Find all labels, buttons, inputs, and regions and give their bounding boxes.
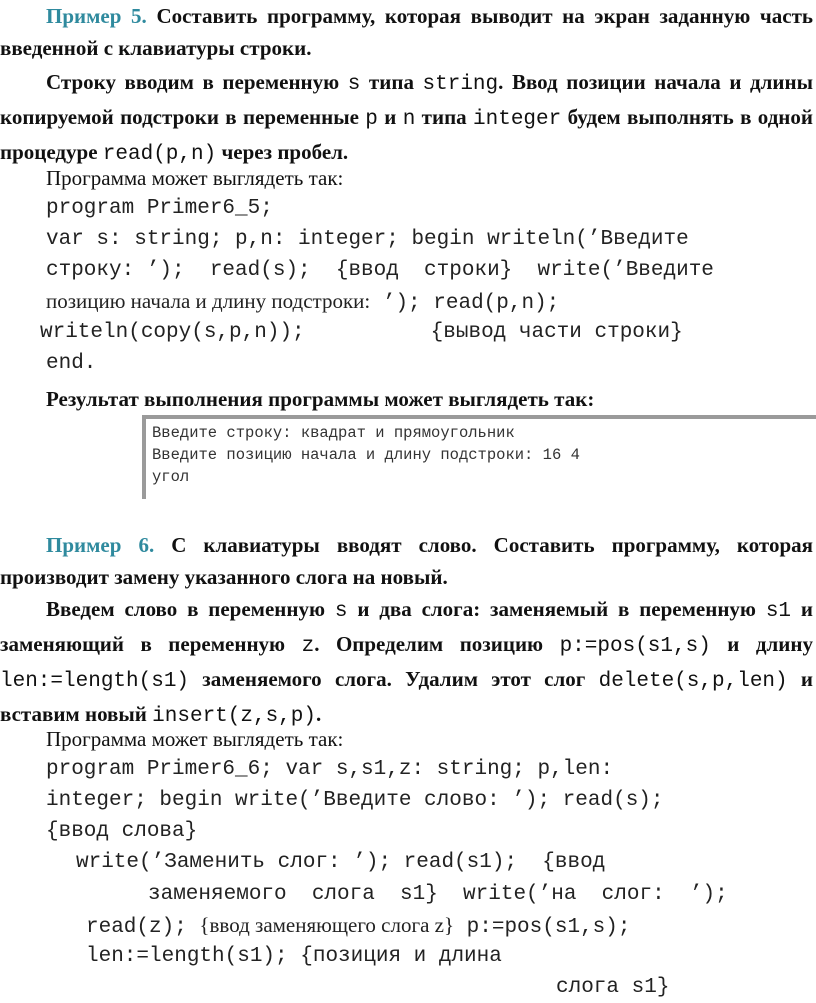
example5-code-line: end.: [46, 352, 97, 375]
example5-description: Строку вводим в переменную s типа string. Ввод позиции начала и длины копируемой подстроки в переменные p и n типа integer будем выполнять в одной процедуре read(p,n) через пробел.: [0, 70, 814, 166]
example6-code-line: write(’Заменить слог: ’); read(s1); {ввод: [76, 851, 606, 874]
example6-code-line: read(z); {ввод заменяющего слога z} p:=pos(s1,s);: [86, 913, 631, 939]
output-line: угол: [152, 468, 190, 486]
example6-code-line: len:=length(s1); {позиция и длина: [86, 945, 502, 968]
example5-code-line: var s: string; p,n: integer; begin writeln(’Введите: [46, 228, 689, 251]
example5-code-line: позицию начала и длину подстроки: ’); read(p,n);: [46, 289, 560, 315]
example6-program-intro: Программа может выглядеть так:: [46, 727, 344, 751]
example6-code-line: слога s1}: [556, 976, 670, 999]
example5-title: Пример 5.: [46, 4, 147, 28]
output-line: Введите строку: квадрат и прямоугольник: [152, 424, 515, 442]
example5-program-intro: Программа может выглядеть так:: [46, 166, 344, 190]
example6-code-line: program Primer6_6; var s,s1,z: string; p,len:: [46, 758, 614, 781]
example5-result-intro: Результат выполнения программы может выглядеть так:: [46, 387, 595, 411]
example5-code-line: writeln(copy(s,p,n)); {вывод части строки}: [40, 321, 683, 344]
example6-code-line: заменяемого слога s1} write(’на слог: ’);: [148, 883, 728, 906]
example6-description: Введем слово в переменную s и два слога: заменяемый в переменную s1 и заменяющий в переменную z. Определим позицию p:=pos(s1,s) и длину len:=length(s1) заменяемого слога. Удалим этот слог delete(s,p,len) и вставим новый insert(z,s,p).: [0, 597, 813, 728]
example6-task: Пример 6. С клавиатуры вводят слово. Составить программу, которая производит замену указанного слога на новый.: [0, 533, 813, 589]
example5-code-line: program Primer6_5;: [46, 197, 273, 220]
example5-code-line: строку: ’); read(s); {ввод строки} write(’Введите: [46, 259, 714, 282]
example6-title: Пример 6.: [46, 533, 155, 557]
example6-code-line: {ввод слова}: [46, 820, 198, 843]
example6-code-line: integer; begin write(’Введите слово: ’); read(s);: [46, 789, 664, 812]
output-line: Введите позицию начала и длину подстроки: 16 4: [152, 446, 580, 464]
example5-task: Пример 5. Составить программу, которая выводит на экран заданную часть введенной с клавиатуры строки.: [0, 4, 814, 60]
